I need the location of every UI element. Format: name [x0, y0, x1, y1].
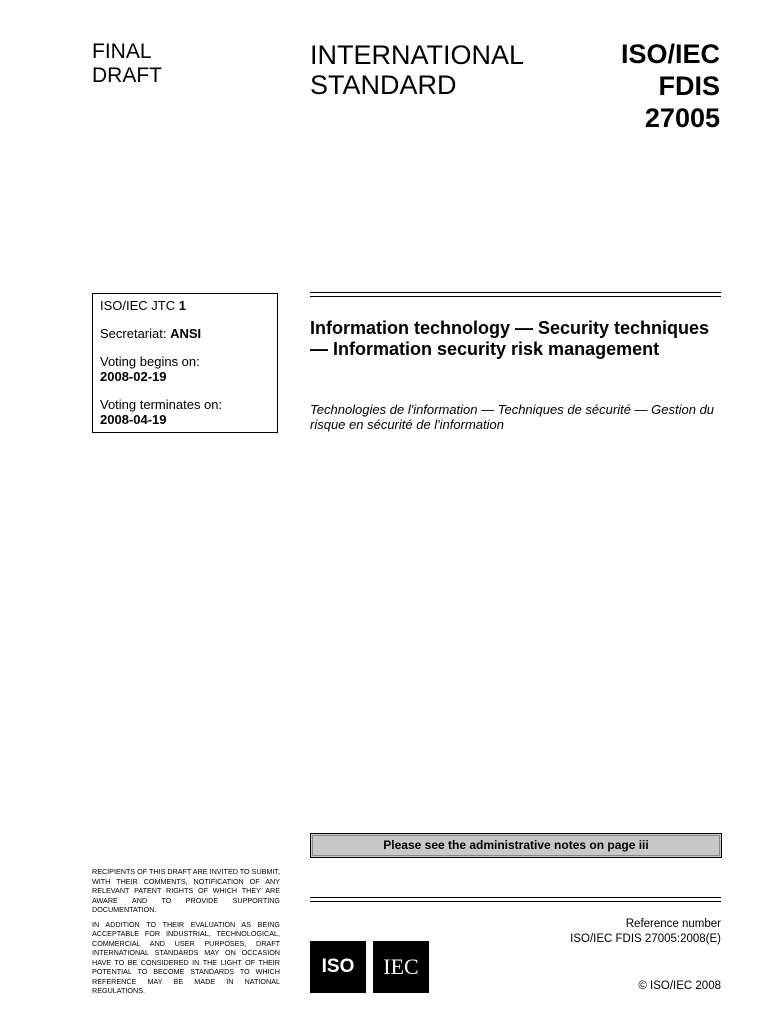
french-title: Technologies de l'information — Techniques de sécurité — Gestion du risque en sécurité de l'information — [310, 402, 715, 432]
voting-ends-row — [100, 397, 270, 427]
reference-number: ISO/IEC FDIS 27005:2008(E) — [570, 933, 721, 945]
iec-logo — [373, 941, 429, 993]
english-title: Information technology — Security techniques — Information security risk management — [310, 318, 710, 359]
copyright-notice: © ISO/IEC 2008 — [638, 980, 721, 992]
reference-label: Reference number — [625, 918, 721, 930]
secretariat-row — [100, 326, 270, 341]
voting-begins-label: Voting begins on: — [100, 354, 200, 369]
iso-logo-text: ISO — [321, 956, 355, 977]
voting-ends-label: Voting terminates on: — [100, 397, 223, 412]
title-top-rule — [310, 292, 721, 297]
document-type-line-1: INTERNATIONAL — [310, 40, 525, 70]
committee-number: 1 — [178, 298, 186, 313]
recipients-notice — [92, 867, 280, 1001]
committee-label: ISO/IEC JTC — [100, 298, 179, 313]
reference-top-rule — [310, 897, 721, 902]
notice-paragraph-1: RECIPIENTS OF THIS DRAFT ARE INVITED TO SUBMIT, WITH THEIR COMMENTS, NOTIFICATION OF ANY RELEVANT PATENT RIGHTS OF WHICH THEY ARE AWARE AND TO PROVIDE SUPPORTING DOCUMENTATION. — [92, 867, 280, 914]
committee-row — [100, 298, 270, 313]
standard-id-line-3: 27005 — [644, 103, 720, 133]
voting-begins-date: 2008-02-19 — [100, 369, 167, 384]
iec-logo-text: IEC — [383, 954, 419, 979]
iso-logo — [310, 941, 366, 993]
reference-block — [570, 917, 721, 947]
voting-ends-date: 2008-04-19 — [100, 412, 167, 427]
document-type — [310, 40, 524, 100]
standard-id-line-2: FDIS — [658, 71, 720, 101]
standard-identifier — [621, 38, 720, 134]
draft-status-line-1: FINAL — [92, 40, 152, 63]
secretariat-value: ANSI — [170, 326, 202, 341]
document-type-line-2: STANDARD — [310, 70, 457, 100]
draft-status-line-2: DRAFT — [92, 64, 162, 87]
standard-id-line-1: ISO/IEC — [620, 39, 720, 69]
administrative-notes-banner: Please see the administrative notes on page iii — [310, 833, 722, 858]
committee-info-box — [92, 293, 278, 433]
draft-status — [92, 40, 162, 88]
voting-begins-row — [100, 354, 270, 384]
notice-paragraph-2: IN ADDITION TO THEIR EVALUATION AS BEING ACCEPTABLE FOR INDUSTRIAL, TECHNOLOGICAL, COMMERCIAL AND USER PURPOSES, DRAFT INTERNATIONAL STANDARDS MAY ON OCCASION HAVE TO BE CONSIDERED IN THE LIGHT OF THEIR POTENTIAL TO BECOME STANDARDS TO WHICH REFERENCE MAY BE MADE IN NATIONAL REGULATIONS. — [92, 919, 280, 995]
secretariat-label: Secretariat: — [100, 326, 171, 341]
